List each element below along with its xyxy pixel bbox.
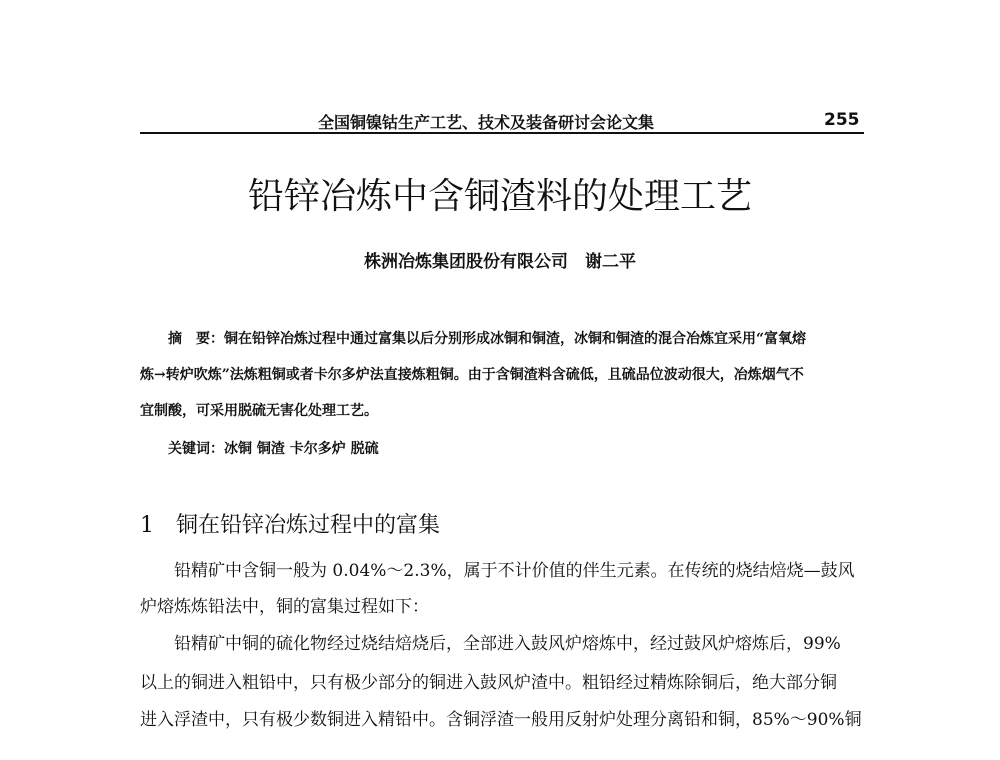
body-line: 铅精矿中铜的硫化物经过烧结焙烧后，全部进入鼓风炉熔炼中，经过鼓风炉熔炼后，99%: [140, 634, 841, 654]
body-line: 进入浮渣中，只有极少数铜进入精铅中。含铜浮渣一般用反射炉处理分离铅和铜，85%～90%铜: [140, 710, 862, 730]
body-line: 以上的铜进入粗铅中，只有极少部分的铜进入鼓风炉渣中。粗铅经过精炼除铜后，绝大部分铜: [140, 673, 837, 693]
header-rule: [140, 132, 864, 134]
abstract-line: 宜制酸，可采用脱硫无害化处理工艺。: [140, 403, 378, 419]
section-heading: 1 铜在铅锌冶炼过程中的富集: [140, 513, 440, 538]
running-header: 全国铜镍钴生产工艺、技术及装备研讨会论文集: [318, 113, 655, 132]
body-line: 炉熔炼炼铅法中，铜的富集过程如下：: [140, 597, 429, 617]
body-line: 铅精矿中含铜一般为 0.04%～2.3%，属于不计价值的伴生元素。在传统的烧结焙烧—鼓风: [140, 561, 855, 581]
keywords: 关键词：冰铜 铜渣 卡尔多炉 脱硫: [140, 441, 379, 457]
article-title: 铅锌冶炼中含铜渣料的处理工艺: [247, 176, 752, 217]
abstract-line: 摘 要：铜在铅锌冶炼过程中通过富集以后分别形成冰铜和铜渣，冰铜和铜渣的混合冶炼宜采用“富氧熔: [140, 331, 807, 347]
abstract-line: 炼→转炉吹炼”法炼粗铜或者卡尔多炉法直接炼粗铜。由于含铜渣料含硫低，且硫品位波动很大，冶炼烟气不: [140, 367, 804, 383]
page-number: 255: [824, 110, 860, 130]
author-affiliation: 株洲冶炼集团股份有限公司 谢二平: [364, 252, 636, 272]
